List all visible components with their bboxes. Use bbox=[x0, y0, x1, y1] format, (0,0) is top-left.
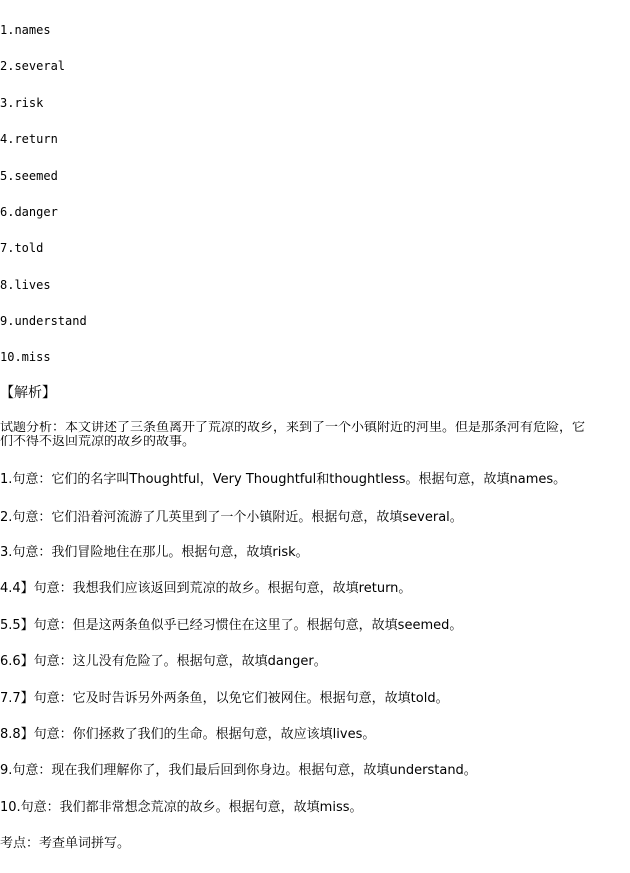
answer-5: 5.seemed bbox=[0, 169, 58, 183]
explanation-6: 6.6】句意：这儿没有危险了。根据句意，故填danger。 bbox=[0, 654, 327, 669]
explanation-10: 10.句意：我们都非常想念荒凉的故乡。根据句意，故填miss。 bbox=[0, 800, 363, 815]
explanation-1: 1.句意：它们的名字叫Thoughtful，Very Thoughtful和thoughtless。根据句意，故填names。 bbox=[0, 472, 567, 487]
answer-6: 6.danger bbox=[0, 205, 58, 219]
answer-1: 1.names bbox=[0, 23, 51, 37]
answer-8: 8.lives bbox=[0, 278, 51, 292]
answer-2: 2.several bbox=[0, 59, 66, 73]
kaodian-note: 考点：考查单词拼写。 bbox=[0, 836, 131, 851]
explanation-3: 3.句意：我们冒险地住在那儿。根据句意，故填risk。 bbox=[0, 545, 309, 560]
explanation-8: 8.8】句意：你们拯救了我们的生命。根据句意，故应该填lives。 bbox=[0, 727, 376, 742]
answer-4: 4.return bbox=[0, 132, 58, 146]
explanation-5: 5.5】句意：但是这两条鱼似乎已经习惯住在这里了。根据句意，故填seemed。 bbox=[0, 618, 463, 633]
explanation-4: 4.4】句意：我想我们应该返回到荒凉的故乡。根据句意，故填return。 bbox=[0, 581, 412, 596]
explanation-9: 9.句意：现在我们理解你了，我们最后回到你身边。根据句意，故填understand。 bbox=[0, 763, 477, 778]
answer-9: 9.understand bbox=[0, 314, 87, 328]
analysis-summary bbox=[0, 421, 630, 449]
analysis-heading: 【解析】 bbox=[0, 385, 56, 401]
analysis-summary-line-2: 们不得不返回荒凉的故乡的故事。 bbox=[0, 435, 196, 449]
explanation-2: 2.句意：它们沿着河流游了几英里到了一个小镇附近。根据句意，故填several。 bbox=[0, 510, 463, 525]
analysis-summary-line-1: 试题分析：本文讲述了三条鱼离开了荒凉的故乡，来到了一个小镇附近的河里。但是那条河有危险，它 bbox=[0, 421, 586, 435]
answer-7: 7.told bbox=[0, 241, 44, 255]
answer-10: 10.miss bbox=[0, 350, 51, 364]
explanation-7: 7.7】句意：它及时告诉另外两条鱼，以免它们被网住。根据句意，故填told。 bbox=[0, 691, 449, 706]
answer-3: 3.risk bbox=[0, 96, 44, 110]
